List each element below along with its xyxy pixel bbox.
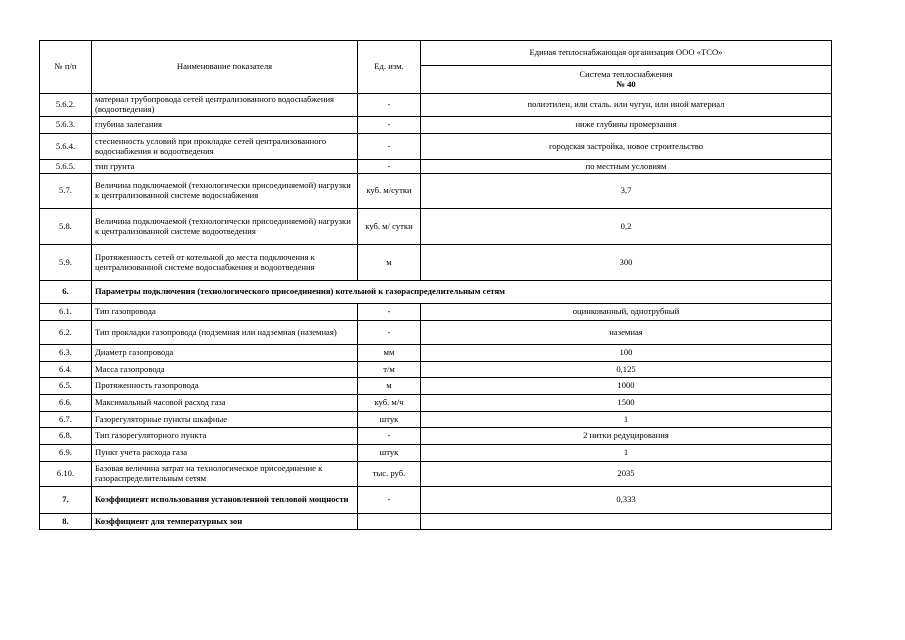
table-row — [40, 462, 832, 487]
value-cell: ниже глубины промерзания — [421, 117, 832, 134]
value-cell: оцинкованный, однотрубный — [421, 304, 832, 321]
header-system-title: Система теплоснабжения — [579, 68, 673, 79]
value-cell: городская застройка, новое строительство — [421, 134, 832, 160]
row-number: 6.4. — [40, 362, 92, 378]
unit-cell: - — [358, 487, 421, 514]
row-number: 5.6.5. — [40, 160, 92, 174]
table-row — [40, 245, 832, 281]
table-row — [40, 445, 832, 462]
value-cell: 1 — [421, 445, 832, 462]
indicator-name: глубина залегания — [92, 117, 358, 134]
table-row — [40, 304, 832, 321]
table-row — [40, 395, 832, 412]
row-number: 5.6.3. — [40, 117, 92, 134]
indicator-name: стесненность условий при прокладке сетей централизованного водоснабжения и водоотведения — [92, 134, 358, 160]
indicator-name: Газорегуляторные пункты шкафные — [92, 412, 358, 428]
table-row — [40, 345, 832, 362]
indicator-name: материал трубопровода сетей централизованного водоснабжения (водоотведения) — [92, 94, 358, 117]
value-cell: наземная — [421, 321, 832, 345]
table-row — [40, 94, 832, 117]
indicator-name: Коэффициент для температурных зон — [92, 514, 358, 530]
indicator-name: Максимальный часовой расход газа — [92, 395, 358, 412]
row-number: 5.6.2. — [40, 94, 92, 117]
header-name: Наименование показателя — [92, 41, 358, 94]
value-cell: 0,2 — [421, 209, 832, 245]
unit-cell: т/м — [358, 362, 421, 378]
table-body — [40, 41, 832, 530]
value-cell: 2 нитки редуцирования — [421, 428, 832, 445]
header-system — [421, 66, 832, 94]
table-row — [40, 412, 832, 428]
unit-cell — [358, 514, 421, 530]
indicator-name: Тип газопровода — [92, 304, 358, 321]
header-row — [40, 41, 832, 66]
unit-cell: штук — [358, 445, 421, 462]
value-cell: 0,125 — [421, 362, 832, 378]
row-number: 5.6.4. — [40, 134, 92, 160]
unit-cell: - — [358, 304, 421, 321]
value-cell: по местным условиям — [421, 160, 832, 174]
unit-cell: куб. м/сутки — [358, 174, 421, 209]
value-cell: 1500 — [421, 395, 832, 412]
unit-cell: м — [358, 378, 421, 395]
row-number: 5.9. — [40, 245, 92, 281]
row-number: 6.2. — [40, 321, 92, 345]
indicator-name: тип грунта — [92, 160, 358, 174]
row-number: 6.9. — [40, 445, 92, 462]
value-cell: 1000 — [421, 378, 832, 395]
unit-cell: штук — [358, 412, 421, 428]
row-number: 5.8. — [40, 209, 92, 245]
header-system-number: № 40 — [616, 78, 636, 89]
indicator-name: Величина подключаемой (технологически присоединяемой) нагрузки к централизованной системе водоснабжения — [92, 174, 358, 209]
indicator-name: Тип газорегуляторного пункта — [92, 428, 358, 445]
value-cell: 2035 — [421, 462, 832, 487]
row-number: 6.8. — [40, 428, 92, 445]
row-number: 6.5. — [40, 378, 92, 395]
row-number: 6. — [40, 281, 92, 304]
unit-cell: м — [358, 245, 421, 281]
table-row — [40, 428, 832, 445]
unit-cell: - — [358, 134, 421, 160]
unit-cell: мм — [358, 345, 421, 362]
row-number: 6.10. — [40, 462, 92, 487]
unit-cell: тыс. руб. — [358, 462, 421, 487]
indicator-name: Тип прокладки газопровода (подземная или надземная (наземная) — [92, 321, 358, 345]
table-row — [40, 174, 832, 209]
unit-cell: - — [358, 117, 421, 134]
row-number: 6.7. — [40, 412, 92, 428]
table-row — [40, 160, 832, 174]
row-number: 6.1. — [40, 304, 92, 321]
table-row — [40, 134, 832, 160]
indicator-name: Протяженность газопровода — [92, 378, 358, 395]
value-cell — [421, 514, 832, 530]
unit-cell: куб. м/ч — [358, 395, 421, 412]
table-row — [40, 117, 832, 134]
value-cell: 1 — [421, 412, 832, 428]
row-number: 8. — [40, 514, 92, 530]
value-cell: 300 — [421, 245, 832, 281]
row-number: 5.7. — [40, 174, 92, 209]
indicator-name: Базовая величина затрат на технологическое присоединение к газораспределительным сетям — [92, 462, 358, 487]
table-row — [40, 362, 832, 378]
value-cell: 100 — [421, 345, 832, 362]
data-table — [39, 40, 832, 530]
value-cell: 3,7 — [421, 174, 832, 209]
section-title: Параметры подключения (технологического присоединения) котельной к газораспределительным сетям — [92, 281, 832, 304]
value-cell: 0,333 — [421, 487, 832, 514]
table-row — [40, 321, 832, 345]
unit-cell: куб. м/ сутки — [358, 209, 421, 245]
unit-cell: - — [358, 160, 421, 174]
row-number: 7. — [40, 487, 92, 514]
table-row — [40, 378, 832, 395]
unit-cell: - — [358, 428, 421, 445]
header-org: Единая теплоснабжающая организация ООО «ТСО» — [421, 41, 832, 66]
indicator-name: Диаметр газопровода — [92, 345, 358, 362]
table-row — [40, 514, 832, 530]
header-unit: Ед. изм. — [358, 41, 421, 94]
section-row — [40, 281, 832, 304]
indicator-name: Протяженность сетей от котельной до места подключения к централизованной системе водоснабжения и водоотведения — [92, 245, 358, 281]
indicator-name: Коэффициент использования установленной тепловой мощности — [92, 487, 358, 514]
table-row — [40, 487, 832, 514]
indicator-name: Пункт учета расхода газа — [92, 445, 358, 462]
header-num: № п/п — [40, 41, 92, 94]
value-cell: полиэтилен, или сталь. или чугун, или иной материал — [421, 94, 832, 117]
unit-cell: - — [358, 94, 421, 117]
row-number: 6.6. — [40, 395, 92, 412]
indicator-name: Масса газопровода — [92, 362, 358, 378]
row-number: 6.3. — [40, 345, 92, 362]
table-row — [40, 209, 832, 245]
indicator-name: Величина подключаемой (технологически присоединяемой) нагрузки к централизованной системе водоотведения — [92, 209, 358, 245]
unit-cell: - — [358, 321, 421, 345]
